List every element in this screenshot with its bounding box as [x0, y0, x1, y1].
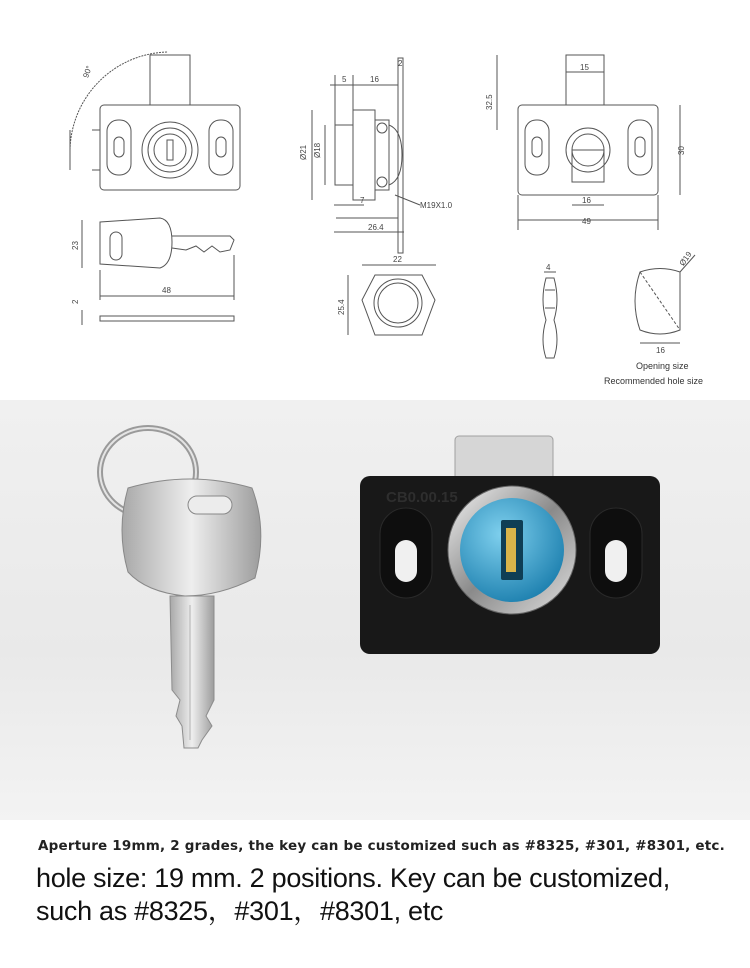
technical-drawing	[0, 0, 750, 400]
side-dim-d21: Ø21	[299, 144, 308, 160]
nut-view	[348, 265, 436, 335]
side-dim-7: 7	[360, 196, 365, 205]
side-thread-label: M19X1.0	[420, 201, 453, 210]
side-dim-5: 5	[342, 75, 347, 84]
cam-view	[543, 272, 557, 358]
side-dim-d18: Ø18	[313, 142, 322, 158]
nut-dim-25-4: 25.4	[337, 299, 346, 315]
front-dim-49: 49	[582, 217, 591, 226]
hole-dim-d19: Ø19	[677, 250, 694, 268]
side-dim-16: 16	[370, 75, 379, 84]
side-view	[312, 58, 420, 253]
front-dim-30: 30	[677, 146, 686, 155]
top-view-angle-label: 90°	[81, 64, 94, 80]
captions	[0, 820, 750, 968]
cam-dim-4: 4	[546, 263, 551, 272]
hole-view	[635, 255, 695, 343]
front-dim-16: 16	[582, 196, 591, 205]
key-view	[82, 218, 234, 325]
technical-drawing-svg	[0, 0, 750, 400]
key-photo	[122, 479, 261, 748]
product-photo	[0, 400, 750, 820]
hole-label-recommended: Recommended hole size	[604, 376, 704, 386]
lock-cylinder	[448, 486, 576, 614]
housing-marking: CB0.00.15	[386, 489, 458, 506]
caption-line-2: hole size: 19 mm. 2 positions. Key can be customized, such as #8325，#301，#8301, etc	[36, 863, 670, 926]
product-photo-svg	[0, 400, 750, 820]
front-dim-32-5: 32.5	[485, 94, 494, 110]
side-dim-26-4: 26.4	[368, 223, 384, 232]
key-dim-2: 2	[71, 299, 80, 304]
side-dim-2: 2	[398, 59, 403, 68]
hole-label-opening-size: Opening size	[636, 361, 689, 371]
key-dim-23: 23	[71, 241, 80, 250]
hole-dim-16: 16	[656, 346, 665, 355]
nut-dim-22: 22	[393, 255, 402, 264]
key-dim-48: 48	[162, 286, 171, 295]
caption-line-1: Aperture 19mm, 2 grades, the key can be customized such as #8325, #301, #8301, etc.	[38, 838, 725, 854]
top-view	[70, 52, 240, 190]
front-dim-15: 15	[580, 63, 589, 72]
